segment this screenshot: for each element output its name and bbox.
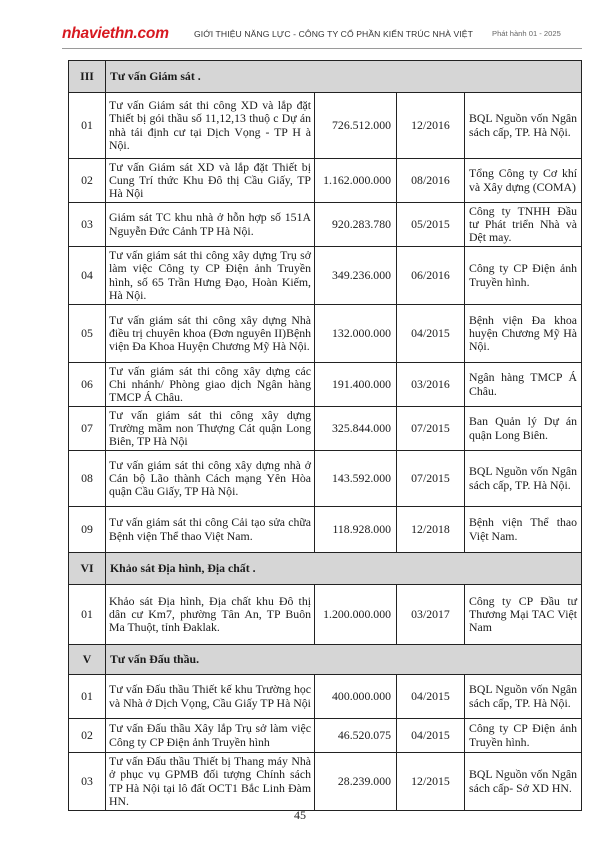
contract-value: 191.400.000 [315,363,397,407]
section-title: Tư vấn Giám sát . [106,61,582,93]
brand-logo[interactable]: nhaviethn.com [62,25,169,42]
completion-date: 07/2015 [397,407,465,451]
header-title: GIỚI THIỆU NĂNG LỰC - CÔNG TY CỔ PHẦN KIẾN TRÚC NHÀ VIỆT [194,29,473,39]
row-number: 01 [69,585,106,645]
row-number: 06 [69,363,106,407]
completion-date: 05/2015 [397,203,465,247]
table-row [69,675,582,719]
contract-value: 143.592.000 [315,451,397,507]
table-row [69,451,582,507]
table-row [69,247,582,305]
project-description: Tư vấn Giám sát XD và lắp đặt Thiết bị Cung Trí thức Khu Đô thị Cầu Giấy, TP Hà Nội [106,159,315,203]
table-row [69,507,582,553]
completion-date: 03/2017 [397,585,465,645]
completion-date: 12/2018 [397,507,465,553]
client-name: Ban Quản lý Dự án quận Long Biên. [465,407,582,451]
row-number: 01 [69,93,106,159]
row-number: 01 [69,675,106,719]
client-name: Công ty CP Đầu tư Thương Mại TAC Việt Nam [465,585,582,645]
client-name: BQL Nguồn vốn Ngân sách cấp, TP. Hà Nội. [465,451,582,507]
contract-value: 132.000.000 [315,305,397,363]
project-description: Tư vấn giám sát thi công xây dựng Nhà điều trị chuyên khoa (Đơn nguyên II)Bệnh viện Đa Khoa Huyện Chương Mỹ Hà Nội. [106,305,315,363]
section-title: Tư vấn Đấu thầu. [106,645,582,675]
row-number: 07 [69,407,106,451]
project-table [68,60,582,811]
table-row [69,203,582,247]
header-divider [62,48,582,49]
client-name: Bệnh viện Thể thao Việt Nam. [465,507,582,553]
project-description: Giám sát TC khu nhà ở hỗn hợp số 151A Nguyễn Đức Cảnh TP Hà Nội. [106,203,315,247]
completion-date: 04/2015 [397,719,465,753]
section-header-row [69,553,582,585]
completion-date: 12/2015 [397,753,465,811]
project-description: Tư vấn Giám sát thi công XD và lắp đặt Thiết bị gói thầu số 11,12,13 thuộ c Dự án nhà tái định cư tại Dịch Vọng - TP H à Nội. [106,93,315,159]
client-name: Tổng Công ty Cơ khí và Xây dựng (COMA) [465,159,582,203]
contract-value: 349.236.000 [315,247,397,305]
client-name: BQL Nguồn vốn Ngân sách cấp, TP. Hà Nội. [465,93,582,159]
project-description: Tư vấn giám sát thi công Cải tạo sửa chữa Bệnh viện Thể thao Việt Nam. [106,507,315,553]
project-description: Tư vấn Đấu thầu Xây lắp Trụ sở làm việc Công ty CP Điện ảnh Truyền hình [106,719,315,753]
client-name: Công ty CP Điện ảnh Truyền hình. [465,719,582,753]
completion-date: 12/2016 [397,93,465,159]
section-number: V [69,645,106,675]
issue-label: Phát hành 01 - 2025 [492,29,561,38]
client-name: Công ty CP Điện ảnh Truyền hình. [465,247,582,305]
contract-value: 1.200.000.000 [315,585,397,645]
project-description: Tư vấn Đấu thầu Thiết bị Thang máy Nhà ở phục vụ GPMB đối tượng Chính sách TP Hà Nội tại lô đất OCT1 Bắc Linh Đàm HN. [106,753,315,811]
row-number: 08 [69,451,106,507]
project-description: Khảo sát Địa hình, Địa chất khu Đô thị dân cư Km7, phường Tân An, TP Buôn Ma Thuột, tỉnh Đaklak. [106,585,315,645]
client-name: Công ty TNHH Đầu tư Phát triển Nhà và Dệt may. [465,203,582,247]
project-description: Tư vấn giám sát thi công xây dựng Trụ sở làm việc Công ty CP Điện ảnh Truyền hình, số 65 Trần Hưng Đạo, Hoàn Kiếm, Hà Nội. [106,247,315,305]
completion-date: 04/2015 [397,305,465,363]
contract-value: 726.512.000 [315,93,397,159]
table-row [69,363,582,407]
table-row [69,305,582,363]
client-name: BQL Nguồn vốn Ngân sách cấp- Sở XD HN. [465,753,582,811]
completion-date: 07/2015 [397,451,465,507]
page-number: 45 [294,808,306,822]
row-number: 02 [69,159,106,203]
contract-value: 28.239.000 [315,753,397,811]
project-description: Tư vấn giám sát thi công xây dựng nhà ở Cán bộ Lão thành Cách mạng Yên Hòa quận Cầu Giấy, TP Hà Nội. [106,451,315,507]
project-description: Tư vấn giám sát thi công xây dựng các Chi nhánh/ Phòng giao dịch Ngân hàng TMCP Á Châu. [106,363,315,407]
contract-value: 118.928.000 [315,507,397,553]
table-row [69,159,582,203]
client-name: Bệnh viện Đa khoa huyện Chương Mỹ Hà Nội. [465,305,582,363]
completion-date: 04/2015 [397,675,465,719]
row-number: 02 [69,719,106,753]
row-number: 03 [69,753,106,811]
contract-value: 920.283.780 [315,203,397,247]
contract-value: 1.162.000.000 [315,159,397,203]
section-title: Khảo sát Địa hình, Địa chất . [106,553,582,585]
contract-value: 46.520.075 [315,719,397,753]
table-row [69,719,582,753]
section-header-row [69,645,582,675]
client-name: BQL Nguồn vốn Ngân sách cấp, TP. Hà Nội. [465,675,582,719]
table-row [69,407,582,451]
section-number: III [69,61,106,93]
contract-value: 325.844.000 [315,407,397,451]
table-row [69,585,582,645]
table-row [69,753,582,811]
row-number: 09 [69,507,106,553]
section-header-row [69,61,582,93]
project-description: Tư vấn giám sát thi công xây dựng Trường mầm non Thượng Cát quận Long Biên, TP Hà Nội [106,407,315,451]
page-header [0,0,600,46]
contract-value: 400.000.000 [315,675,397,719]
section-number: VI [69,553,106,585]
completion-date: 08/2016 [397,159,465,203]
row-number: 03 [69,203,106,247]
row-number: 04 [69,247,106,305]
client-name: Ngân hàng TMCP Á Châu. [465,363,582,407]
row-number: 05 [69,305,106,363]
table-row [69,93,582,159]
project-description: Tư vấn Đấu thầu Thiết kế khu Trường học và Nhà ở Dịch Vọng, Cầu Giấy TP Hà Nội [106,675,315,719]
completion-date: 06/2016 [397,247,465,305]
completion-date: 03/2016 [397,363,465,407]
